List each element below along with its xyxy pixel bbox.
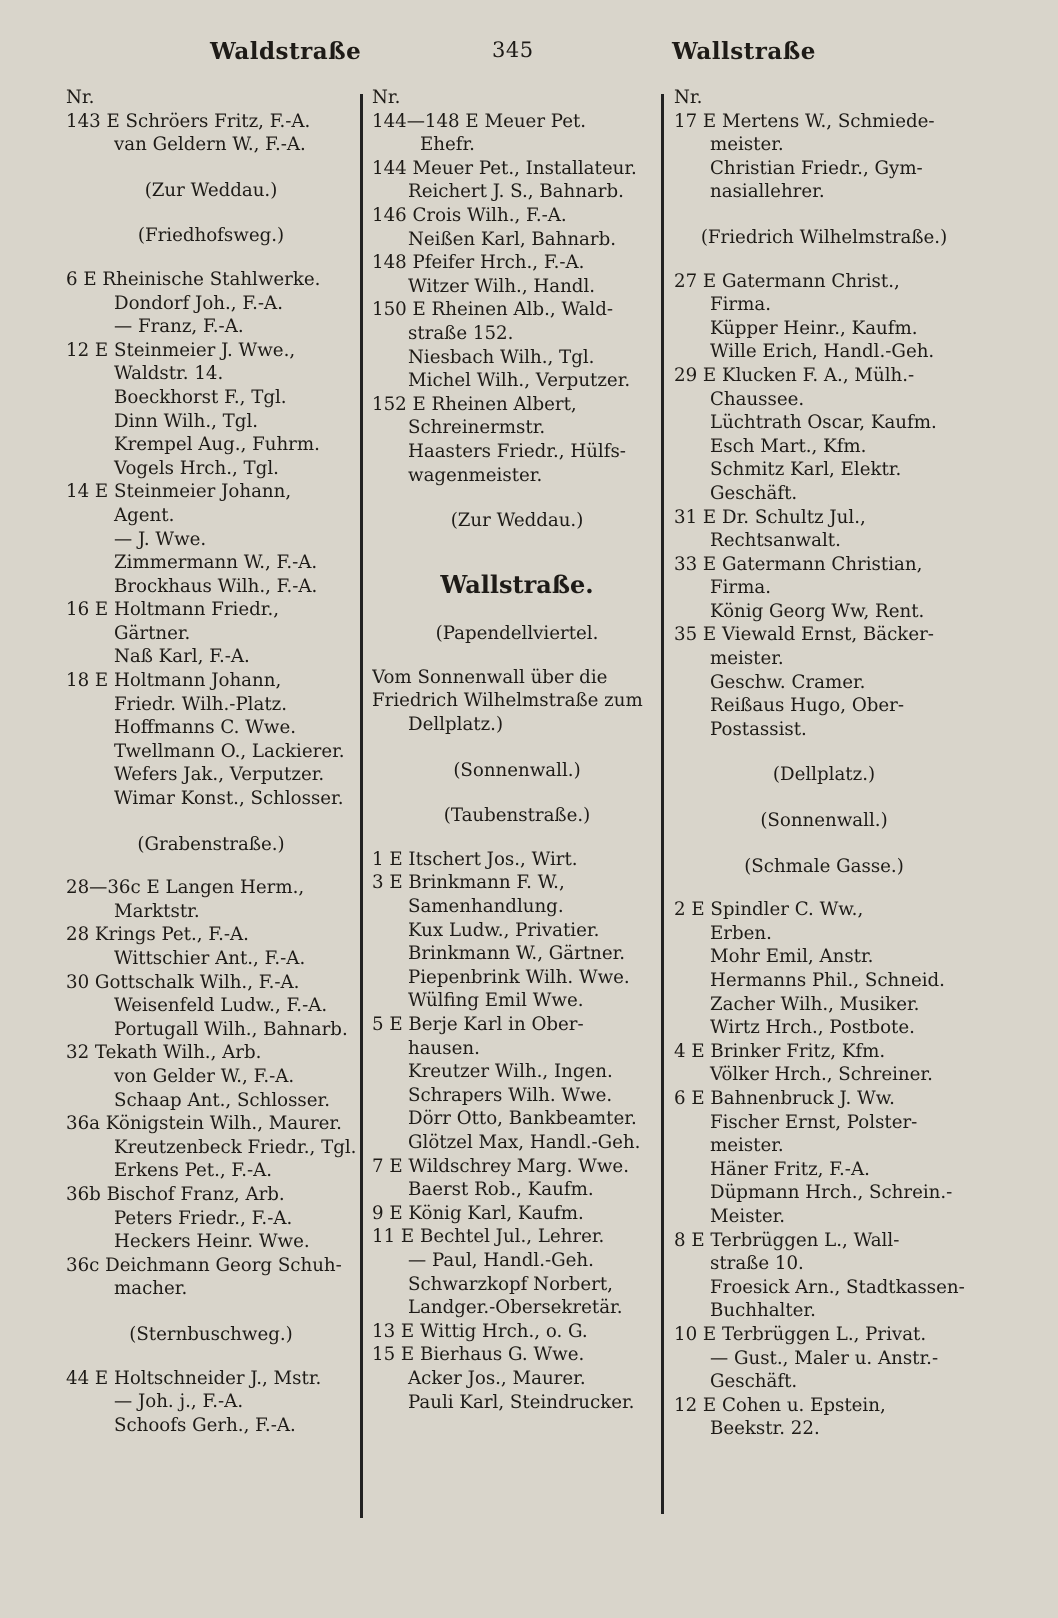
directory-line: 28 Krings Pet., F.-A.	[66, 924, 249, 946]
directory-line: 12 E Cohen u. Epstein,	[674, 1394, 886, 1416]
directory-line: Kreutzer Wilh., Ingen.	[408, 1061, 613, 1083]
directory-line: König Georg Ww, Rent.	[710, 600, 925, 622]
directory-line: Brockhaus Wilh., F.-A.	[114, 575, 318, 597]
directory-line: von Gelder W., F.-A.	[114, 1065, 295, 1087]
directory-line: 150 E Rheinen Alb., Wald-	[372, 299, 614, 321]
directory-line: 6 E Bahnenbruck J. Ww.	[674, 1087, 895, 1109]
directory-line: Brinkmann W., Gärtner.	[408, 943, 626, 965]
directory-line: 148 Pfeifer Hrch., F.-A.	[372, 252, 585, 274]
directory-line: Esch Mart., Kfm.	[710, 435, 867, 457]
cross-street-heading: (Schmale Gasse.)	[744, 855, 904, 877]
directory-line: 33 E Gatermann Christian,	[674, 553, 923, 575]
directory-line: Hermanns Phil., Schneid.	[710, 970, 945, 991]
directory-line: 144 Meuer Pet., Installateur.	[372, 157, 637, 179]
directory-line: 11 E Bechtel Jul., Lehrer.	[372, 1226, 605, 1248]
directory-line: 44 E Holtschneider J., Mstr.	[66, 1367, 322, 1389]
directory-line: Wille Erich, Handl.-Geh.	[710, 341, 935, 363]
directory-line: — Paul, Handl.-Geh.	[408, 1249, 594, 1271]
directory-line: 14 E Steinmeier Johann,	[66, 481, 292, 503]
directory-line: meister.	[710, 648, 784, 670]
directory-line: Wittschier Ant., F.-A.	[114, 948, 306, 969]
directory-line: Erben.	[710, 922, 772, 944]
directory-line: Naß Karl, F.-A.	[114, 646, 250, 668]
directory-line: Landger.-Obersekretär.	[408, 1297, 623, 1319]
directory-line: Nr.	[66, 87, 95, 108]
cross-street-heading: (Zur Weddau.)	[144, 179, 278, 201]
directory-line: Reißaus Hugo, Ober-	[710, 695, 904, 717]
directory-line: Peters Friedr., F.-A.	[114, 1207, 293, 1229]
directory-line: Lüchtrath Oscar, Kaufm.	[710, 412, 937, 434]
directory-line: Kreutzenbeck Friedr., Tgl.	[114, 1136, 356, 1158]
directory-line: 3 E Brinkmann F. W.,	[372, 872, 565, 894]
directory-line: Firma.	[710, 294, 772, 316]
directory-line: Häner Fritz, F.-A.	[710, 1158, 870, 1180]
directory-line: Kux Ludw., Privatier.	[408, 919, 600, 941]
directory-line: 36b Bischof Franz, Arb.	[66, 1183, 285, 1205]
directory-line: 27 E Gatermann Christ.,	[674, 270, 900, 292]
directory-line: macher.	[114, 1278, 188, 1300]
directory-line: nasiallehrer.	[710, 181, 825, 203]
column-1	[66, 86, 356, 1516]
directory-line: 18 E Holtmann Johann,	[66, 670, 282, 692]
directory-line: Agent.	[114, 504, 175, 526]
directory-line: Mohr Emil, Anstr.	[710, 946, 874, 968]
directory-line: 2 E Spindler C. Ww.,	[674, 899, 864, 921]
cross-street-heading: (Sonnenwall.)	[453, 759, 581, 781]
directory-line: Reichert J. S., Bahnarb.	[408, 181, 624, 203]
directory-line: Ehefr.	[420, 134, 475, 156]
column-rule	[360, 94, 363, 1518]
column-2	[372, 86, 662, 1516]
cross-street-heading: (Taubenstraße.)	[443, 805, 591, 827]
directory-line: van Geldern W., F.-A.	[114, 134, 306, 156]
cross-street-heading: (Friedhofsweg.)	[137, 225, 285, 247]
directory-line: Schwarzkopf Norbert,	[408, 1273, 613, 1295]
directory-line: Gärtner.	[114, 622, 191, 644]
directory-line: Rechtsanwalt.	[710, 530, 841, 552]
directory-line: Acker Jos., Maurer.	[408, 1367, 586, 1389]
directory-line: Witzer Wilh., Handl.	[408, 275, 596, 297]
directory-line: hausen.	[408, 1037, 480, 1059]
directory-line: 31 E Dr. Schultz Jul.,	[674, 506, 866, 528]
directory-line: 36c Deichmann Georg Schuh-	[66, 1254, 342, 1276]
directory-line: 9 E König Karl, Kaufm.	[372, 1202, 584, 1224]
directory-line: Friedr. Wilh.-Platz.	[114, 693, 288, 715]
directory-line: Chaussee.	[710, 388, 805, 410]
directory-line: straße 152.	[408, 322, 514, 344]
directory-line: Wefers Jak., Verputzer.	[114, 764, 325, 786]
street-description: (Papendellviertel.	[435, 623, 599, 645]
directory-line: 32 Tekath Wilh., Arb.	[66, 1042, 262, 1064]
directory-line: 16 E Holtmann Friedr.,	[66, 599, 280, 621]
directory-line: Friedrich Wilhelmstraße zum	[372, 690, 643, 712]
directory-line: Waldstr. 14.	[114, 363, 224, 385]
directory-line: Nr.	[674, 87, 703, 108]
directory-line: Geschäft.	[710, 1371, 798, 1393]
directory-line: 7 E Wildschrey Marg. Wwe.	[372, 1155, 629, 1177]
directory-line: 28—36c E Langen Herm.,	[66, 877, 305, 899]
column-3	[674, 86, 974, 1516]
directory-line: Meister.	[710, 1205, 786, 1227]
directory-line: 10 E Terbrüggen L., Privat.	[674, 1323, 927, 1345]
directory-line: 1 E Itschert Jos., Wirt.	[372, 848, 578, 870]
directory-line: 4 E Brinker Fritz, Kfm.	[674, 1040, 886, 1062]
cross-street-heading: (Friedrich Wilhelmstraße.)	[700, 226, 948, 248]
directory-line: Neißen Karl, Bahnarb.	[408, 228, 617, 250]
directory-line: — Joh. j., F.-A.	[114, 1391, 244, 1413]
running-head-right: Wallstraße	[672, 38, 816, 65]
directory-line: Piepenbrink Wilh. Wwe.	[408, 966, 630, 988]
directory-line: Firma.	[710, 577, 772, 599]
directory-line: Niesbach Wilh., Tgl.	[408, 346, 595, 368]
directory-line: Buchhalter.	[710, 1300, 816, 1322]
directory-line: Heckers Heinr. Wwe.	[114, 1231, 310, 1253]
directory-line: Schreinermstr.	[408, 417, 546, 439]
directory-line: Schaap Ant., Schlosser.	[114, 1089, 331, 1111]
cross-street-heading: (Dellplatz.)	[772, 764, 876, 786]
cross-street-heading: (Grabenstraße.)	[137, 833, 285, 855]
directory-line: — Gust., Maler u. Anstr.-	[710, 1347, 939, 1369]
directory-line: 146 Crois Wilh., F.-A.	[372, 204, 567, 226]
directory-line: Haasters Friedr., Hülfs-	[408, 440, 626, 462]
directory-line: Krempel Aug., Fuhrm.	[114, 434, 320, 456]
directory-line: Schoofs Gerh., F.-A.	[114, 1414, 296, 1436]
directory-line: 13 E Wittig Hrch., o. G.	[372, 1320, 588, 1342]
directory-line: Wülfing Emil Wwe.	[408, 990, 584, 1012]
directory-line: Dellplatz.)	[408, 714, 504, 736]
directory-line: Dinn Wilh., Tgl.	[114, 410, 259, 432]
page-header	[0, 30, 1058, 80]
directory-line: 6 E Rheinische Stahlwerke.	[66, 268, 321, 290]
directory-line: meister.	[710, 1135, 784, 1157]
directory-line: Schmitz Karl, Elektr.	[710, 459, 902, 481]
directory-line: Marktstr.	[114, 900, 200, 922]
directory-line: 29 E Klucken F. A., Mülh.-	[674, 364, 915, 386]
cross-street-heading: (Sonnenwall.)	[760, 810, 888, 832]
directory-line: — Franz, F.-A.	[114, 316, 244, 338]
directory-line: Vom Sonnenwall über die	[372, 666, 608, 688]
directory-line: Froesick Arn., Stadtkassen-	[710, 1276, 965, 1298]
directory-line: Wirtz Hrch., Postbote.	[710, 1017, 915, 1039]
directory-line: Wimar Konst., Schlosser.	[114, 788, 344, 810]
directory-line: wagenmeister.	[408, 464, 543, 486]
directory-line: Michel Wilh., Verputzer.	[408, 370, 631, 392]
directory-line: Zimmermann W., F.-A.	[114, 552, 318, 574]
directory-line: Samenhandlung.	[408, 896, 564, 918]
directory-line: Küpper Heinr., Kaufm.	[710, 317, 918, 339]
directory-line: Weisenfeld Ludw., F.-A.	[114, 995, 328, 1017]
directory-line: Dörr Otto, Bankbeamter.	[408, 1108, 637, 1130]
directory-line: Geschäft.	[710, 482, 798, 504]
directory-line: Hoffmanns C. Wwe.	[114, 717, 296, 739]
street-heading: Wallstraße.	[440, 569, 594, 599]
directory-line: Nr.	[372, 87, 401, 108]
directory-line: Baerst Rob., Kaufm.	[408, 1179, 594, 1201]
directory-line: Glötzel Max, Handl.-Geh.	[408, 1131, 641, 1153]
directory-line: Zacher Wilh., Musiker.	[710, 993, 920, 1015]
directory-line: Vogels Hrch., Tgl.	[114, 457, 279, 479]
directory-line: Geschw. Cramer.	[710, 671, 866, 693]
directory-line: — J. Wwe.	[114, 528, 207, 550]
directory-line: 152 E Rheinen Albert,	[372, 393, 577, 415]
directory-line: Dondorf Joh., F.-A.	[114, 292, 283, 314]
directory-line: Portugall Wilh., Bahnarb.	[114, 1018, 348, 1040]
directory-line: 8 E Terbrüggen L., Wall-	[674, 1229, 900, 1251]
directory-line: Christian Friedr., Gym-	[710, 157, 923, 179]
cross-street-heading: (Sternbuschweg.)	[129, 1323, 293, 1345]
directory-line: Schrapers Wilh. Wwe.	[408, 1084, 613, 1106]
directory-line: 30 Gottschalk Wilh., F.-A.	[66, 971, 300, 993]
directory-line: Erkens Pet., F.-A.	[114, 1160, 273, 1182]
directory-line: Völker Hrch., Schreiner.	[710, 1064, 933, 1086]
directory-line: Twellmann O., Lackierer.	[114, 740, 345, 762]
cross-street-heading: (Zur Weddau.)	[450, 510, 584, 532]
running-head-left: Waldstraße	[210, 38, 362, 65]
directory-line: Postassist.	[710, 718, 807, 740]
directory-line: 144—148 E Meuer Pet.	[372, 110, 587, 132]
directory-line: 12 E Steinmeier J. Wwe.,	[66, 339, 296, 361]
directory-line: 35 E Viewald Ernst, Bäcker-	[674, 624, 934, 646]
directory-line: straße 10.	[710, 1253, 804, 1275]
directory-line: 143 E Schröers Fritz, F.-A.	[66, 110, 311, 132]
directory-line: Fischer Ernst, Polster-	[710, 1111, 918, 1133]
directory-line: meister.	[710, 134, 784, 156]
directory-line: Pauli Karl, Steindrucker.	[408, 1391, 635, 1413]
directory-line: 17 E Mertens W., Schmiede-	[674, 110, 935, 132]
directory-line: Beekstr. 22.	[710, 1418, 820, 1440]
directory-line: 15 E Bierhaus G. Wwe.	[372, 1344, 585, 1366]
directory-line: 5 E Berje Karl in Ober-	[372, 1014, 584, 1035]
page-number: 345	[492, 38, 534, 62]
directory-line: 36a Königstein Wilh., Maurer.	[66, 1113, 342, 1135]
directory-line: Düpmann Hrch., Schrein.-	[710, 1182, 953, 1204]
directory-line: Boeckhorst F., Tgl.	[114, 386, 287, 408]
